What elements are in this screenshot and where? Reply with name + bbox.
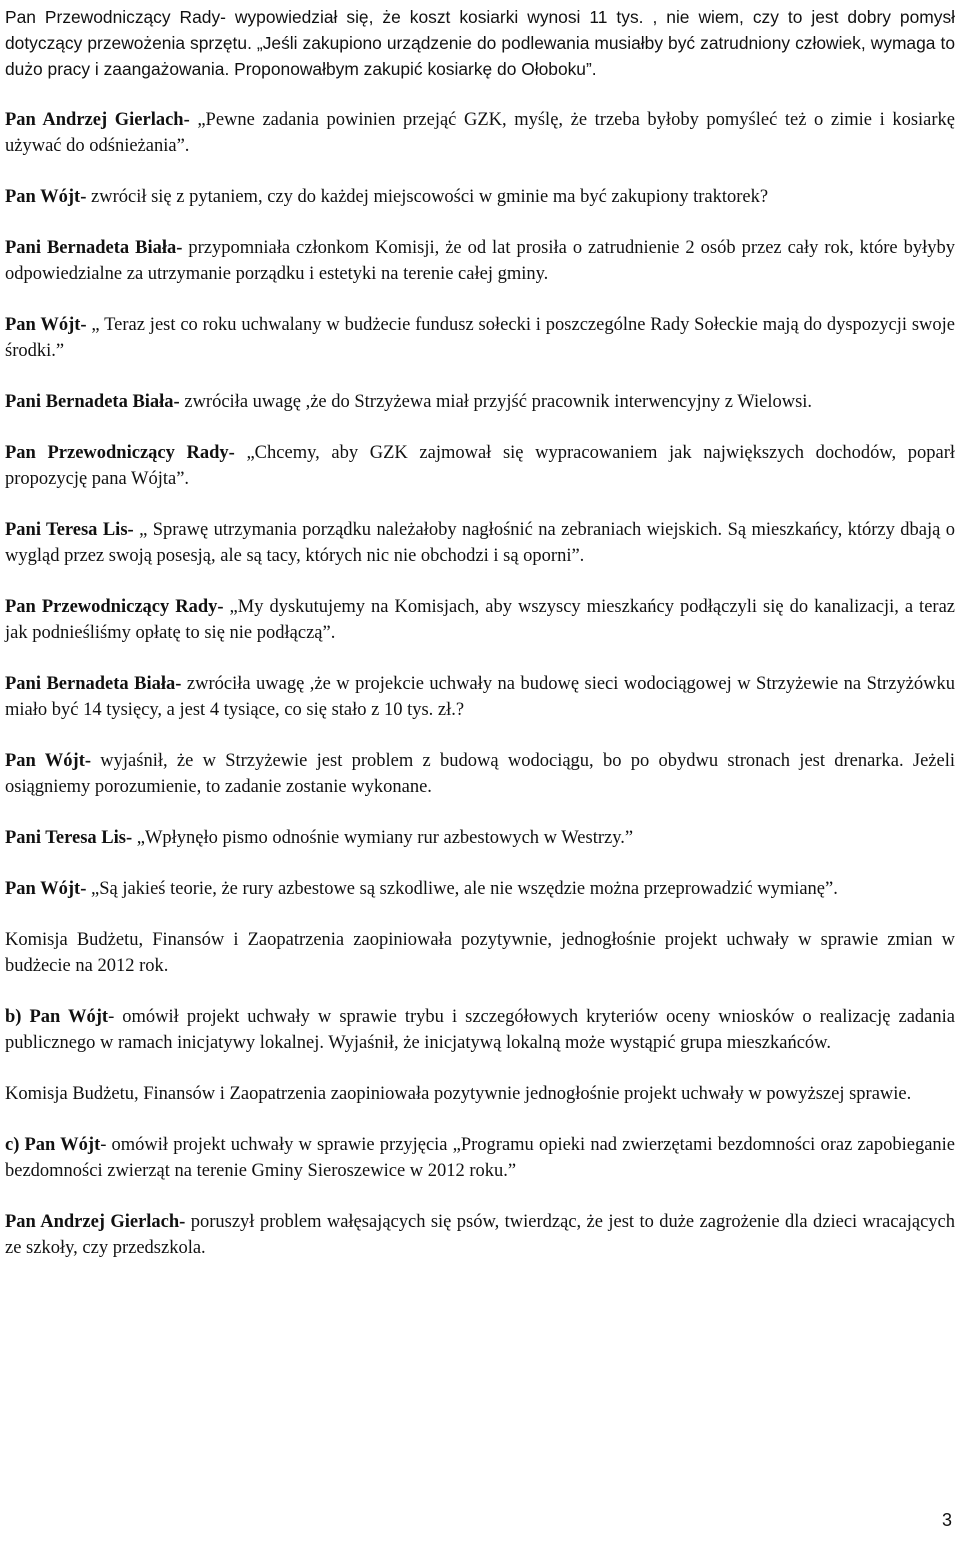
paragraph-16 xyxy=(5,1081,955,1107)
speaker-name: Pani Bernadeta Biała- xyxy=(5,674,182,694)
paragraph-text: „Chcemy, aby GZK zajmował się wypracowaniem jak największych dochodów, poparł propozycję pana Wójta”. xyxy=(5,443,956,489)
speaker-name: Pan Andrzej Gierlach- xyxy=(5,110,190,130)
paragraph-text: - omówił projekt uchwały w sprawie przyjęcia „Programu opieki nad zwierzętami bezdomności oraz zapobieganie bezdomności zwierząt na terenie Gminy Sieroszewice w 2012 roku.” xyxy=(5,1135,956,1181)
speaker-name: b) Pan Wójt xyxy=(5,1007,109,1027)
speaker-name: Pani Bernadeta Biała- xyxy=(5,238,183,258)
paragraph-text: „Pewne zadania powinien przejąć GZK, myślę, że trzeba byłoby pomyśleć też o zimie i kosiarkę używać do odśnieżania”. xyxy=(5,110,955,156)
paragraph-10 xyxy=(5,671,955,723)
speaker-name: Pani Teresa Lis- xyxy=(5,520,134,540)
paragraph-text: „My dyskutujemy na Komisjach, aby wszyscy mieszkańcy podłączyli się do kanalizacji, a teraz jak podnieśliśmy opłatę to się nie podłączą”. xyxy=(5,597,955,643)
paragraph-text: wypowiedział się, że koszt kosiarki wynosi 11 tys. , nie wiem, czy to jest dobry pomysł dotyczący przewożenia sprzętu. „Jeśli zakupiono urządzenie do podlewania musiałby być zatrudniony człowiek, wymaga to dużo pracy i zaangażowania. Proponowałbym zakupić kosiarkę do Ołoboku”. xyxy=(5,7,956,79)
paragraph-text: zwróciła uwagę ,że do Strzyżewa miał przyjść pracownik interwencyjny z Wielowsi. xyxy=(179,392,813,412)
paragraph-text: „ Sprawę utrzymania porządku należałoby nagłośnić na zebraniach wiejskich. Są mieszkańcy, którzy dbają o wygląd przez swoją posesją, ale są tacy, których nic nie obchodzi i są oporni”. xyxy=(5,520,956,566)
paragraph-7 xyxy=(5,440,955,492)
paragraph-13 xyxy=(5,876,955,902)
speaker-name: Pan Przewodniczący Rady- xyxy=(5,7,226,27)
paragraph-9 xyxy=(5,594,955,646)
document-page xyxy=(5,4,955,1286)
speaker-name: Pan Wójt- xyxy=(5,187,87,207)
paragraph-2 xyxy=(5,107,955,159)
speaker-name: Pan Przewodniczący Rady- xyxy=(5,443,235,463)
speaker-name: c) Pan Wójt xyxy=(5,1135,101,1155)
paragraph-text: Komisja Budżetu, Finansów i Zaopatrzenia zaopiniowała pozytywnie jednogłośnie projekt uchwały w powyższej sprawie. xyxy=(5,1084,912,1104)
paragraph-6 xyxy=(5,389,955,415)
speaker-name: Pan Wójt- xyxy=(5,751,92,771)
speaker-name: Pan Wójt- xyxy=(5,879,87,899)
speaker-name: Pan Przewodniczący Rady- xyxy=(5,597,224,617)
paragraph-1 xyxy=(5,4,955,82)
paragraph-17 xyxy=(5,1132,955,1184)
speaker-name: Pani Teresa Lis- xyxy=(5,828,133,848)
speaker-name: Pani Bernadeta Biała- xyxy=(5,392,180,412)
paragraph-3 xyxy=(5,184,955,210)
paragraph-text: poruszył problem wałęsających się psów, twierdząc, że jest to duże zagrożenie dla dzieci wracających ze szkoły, czy przedszkola. xyxy=(5,1212,955,1258)
paragraph-5 xyxy=(5,312,955,364)
paragraph-18 xyxy=(5,1209,955,1261)
speaker-name: Pan Andrzej Gierlach- xyxy=(5,1212,186,1232)
paragraph-text: „ Teraz jest co roku uchwalany w budżecie fundusz sołecki i poszczególne Rady Sołeckie mają do dyspozycji swoje środki.” xyxy=(5,315,955,361)
paragraph-text: - omówił projekt uchwały w sprawie trybu i szczegółowych kryteriów oceny wniosków o realizację zadania publicznego w ramach inicjatywy lokalnej. Wyjaśnił, że inicjatywą lokalną może wystąpić grupa mieszkańców. xyxy=(5,1007,955,1053)
paragraph-14 xyxy=(5,927,955,979)
paragraph-text: zwróciła uwagę ,że w projekcie uchwały na budowę sieci wodociągowej w Strzyżewie na Strzyżówku miało być 14 tysięcy, a jest 4 tysiące, co się stało z 10 tys. zł.? xyxy=(5,674,955,720)
paragraph-4 xyxy=(5,235,955,287)
paragraph-text: przypomniała członkom Komisji, że od lat prosiła o zatrudnienie 2 osób przez cały rok, które byłyby odpowiedzialne za utrzymanie porządku i estetyki na terenie całej gminy. xyxy=(5,238,955,284)
speaker-name: Pan Wójt- xyxy=(5,315,87,335)
paragraph-text: „Są jakieś teorie, że rury azbestowe są szkodliwe, ale nie wszędzie można przeprowadzić wymianę”. xyxy=(86,879,838,899)
paragraph-text: wyjaśnił, że w Strzyżewie jest problem z budową wodociągu, bo po obydwu stronach jest drenarka. Jeżeli osiągniemy porozumienie, to zadanie zostanie wykonane. xyxy=(5,751,955,797)
paragraph-text: Komisja Budżetu, Finansów i Zaopatrzenia zaopiniowała pozytywnie, jednogłośnie projekt uchwały w sprawie zmian w budżecie na 2012 rok. xyxy=(5,930,955,976)
paragraph-text: zwrócił się z pytaniem, czy do każdej miejscowości w gminie ma być zakupiony traktorek? xyxy=(86,187,769,207)
page-number: 3 xyxy=(941,1510,952,1530)
paragraph-11 xyxy=(5,748,955,800)
paragraph-text: „Wpłynęło pismo odnośnie wymiany rur azbestowych w Westrzy.” xyxy=(132,828,634,848)
paragraph-15 xyxy=(5,1004,955,1056)
paragraph-8 xyxy=(5,517,955,569)
paragraph-12 xyxy=(5,825,955,851)
